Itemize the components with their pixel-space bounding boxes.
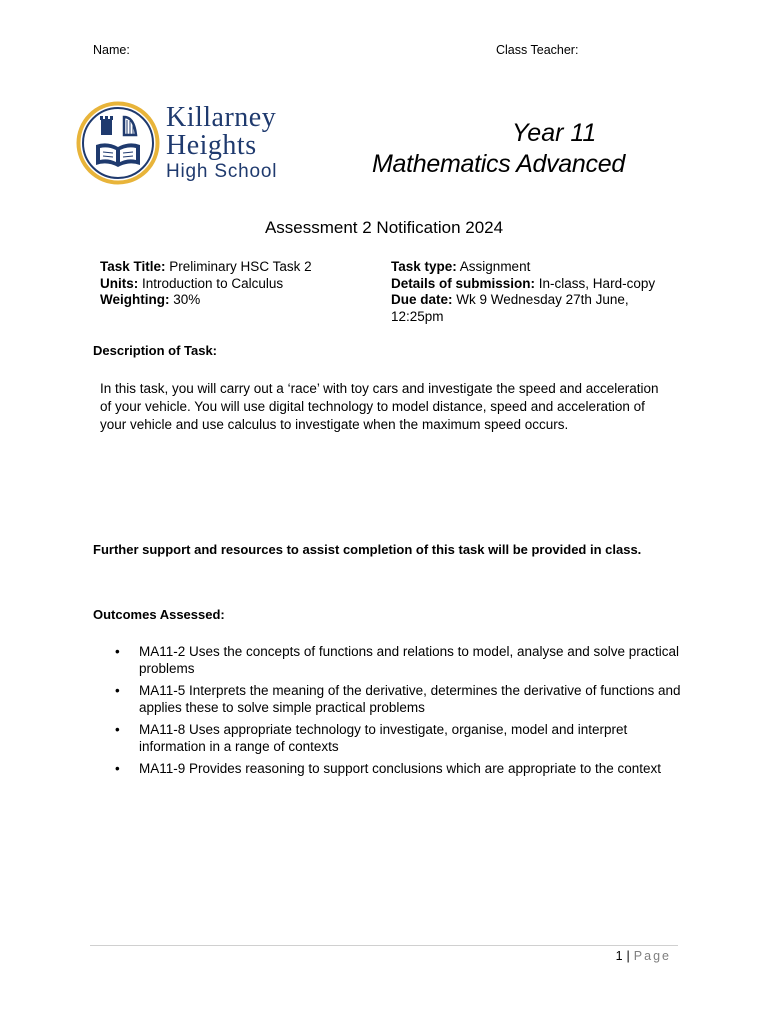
- task-info-right: [391, 259, 676, 325]
- submission-value: In-class, Hard-copy: [538, 275, 656, 291]
- weighting-row: [100, 292, 370, 309]
- weighting-label: Weighting:: [100, 292, 170, 307]
- outcome-text: MA11-2 Uses the concepts of functions and relations to model, analyse and solve practical problems: [139, 644, 680, 676]
- submission-row: [391, 276, 676, 293]
- due-date-label: Due date:: [391, 292, 453, 307]
- list-item: [113, 761, 693, 778]
- due-date-row: [391, 292, 676, 325]
- task-type-value: Assignment: [459, 259, 531, 274]
- logo-text-line3: High School: [166, 161, 278, 182]
- bullet-icon: •: [115, 722, 120, 737]
- notification-heading: Assessment 2 Notification 2024: [264, 218, 504, 237]
- weighting-value: 30%: [173, 292, 201, 307]
- logo-text-line2: Heights: [166, 130, 257, 161]
- submission-label: Details of submission:: [391, 275, 536, 291]
- list-item: [113, 722, 693, 755]
- footer-divider: [90, 945, 678, 946]
- units-value: Introduction to Calculus: [142, 275, 284, 291]
- units-label: Units:: [100, 275, 139, 291]
- list-item: [113, 644, 693, 677]
- school-crest-icon: [76, 101, 160, 185]
- page-number: 1: [615, 949, 623, 963]
- bullet-icon: •: [115, 761, 120, 776]
- task-title-label: Task Title:: [100, 259, 166, 274]
- task-type-label: Task type:: [391, 259, 457, 274]
- description-text: In this task, you will carry out a ‘race’ with toy cars and investigate the speed and acceleration of your vehicle. You will use digital technology to model distance, speed and acceleration of your vehicle and use calculus to investigate when the maximum speed occurs.: [100, 381, 659, 432]
- support-note: Further support and resources to assist completion of this task will be provided in class.: [93, 542, 642, 557]
- outcomes-label: Outcomes Assessed:: [93, 607, 225, 622]
- task-title-row: [100, 259, 370, 276]
- list-item: [113, 683, 693, 716]
- outcome-text: MA11-8 Uses appropriate technology to investigate, organise, model and interpret information in a range of contexts: [139, 722, 628, 754]
- outcomes-list: [113, 644, 693, 784]
- bullet-icon: •: [115, 644, 120, 659]
- name-label: Name:: [93, 43, 130, 57]
- due-date-value: Wk 9 Wednesday 27th June, 12:25pm: [391, 292, 629, 324]
- year-title: Year 11: [512, 119, 597, 147]
- outcome-text: MA11-5 Interprets the meaning of the derivative, determines the derivative of functions and applies these to solve simple practical problems: [139, 683, 681, 715]
- description-label: Description of Task:: [93, 343, 218, 358]
- footer-separator: |: [626, 949, 630, 963]
- task-type-row: [391, 259, 676, 276]
- subject-title: Mathematics Advanced: [372, 150, 625, 178]
- bullet-icon: •: [115, 683, 120, 698]
- page-footer: [616, 949, 671, 963]
- units-row: [100, 276, 370, 293]
- class-teacher-label: Class Teacher:: [496, 43, 579, 57]
- logo-text-line1: Killarney: [166, 102, 277, 133]
- task-info-left: [100, 259, 370, 309]
- school-logo: [76, 101, 334, 189]
- page-label: Page: [633, 949, 671, 963]
- task-title-value: Preliminary HSC Task 2: [169, 259, 312, 274]
- outcome-text: MA11-9 Provides reasoning to support conclusions which are appropriate to the context: [139, 761, 662, 776]
